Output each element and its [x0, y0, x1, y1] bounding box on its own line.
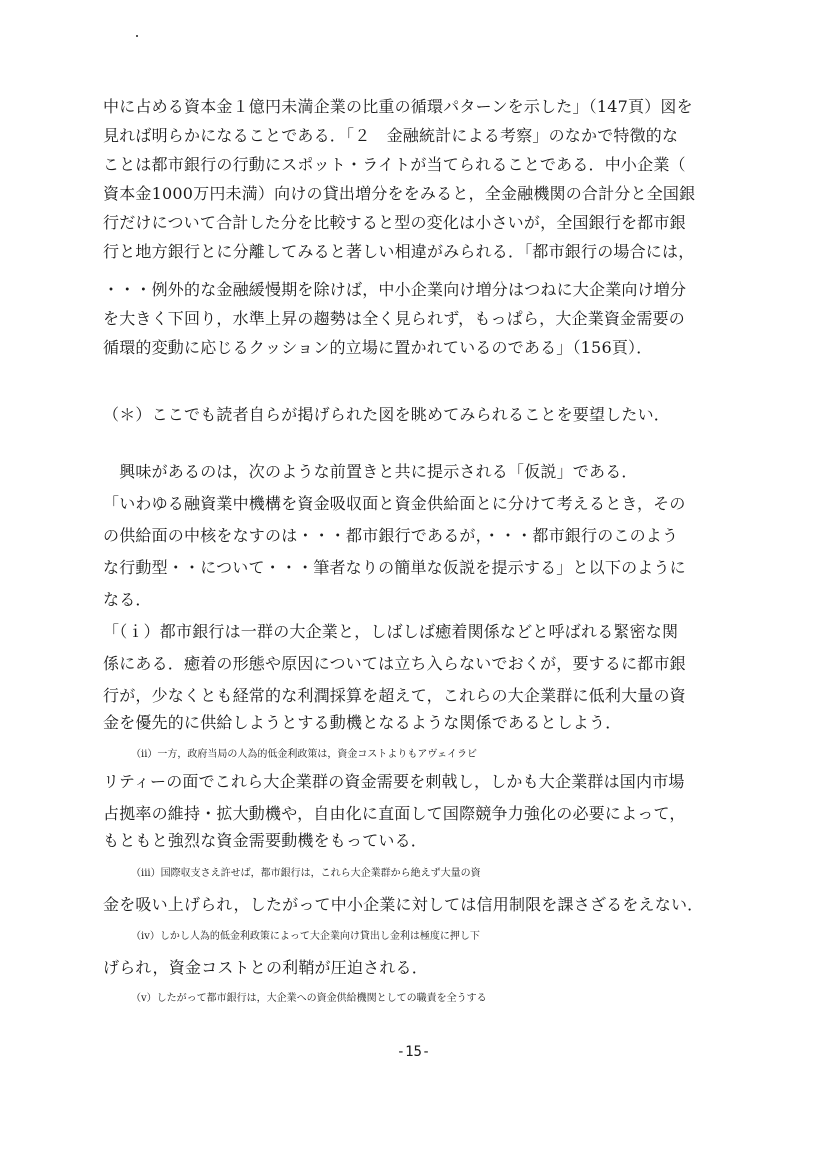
text-line-12: 「いわゆる融資業中機構を資金吸収面と資金供給面とに分けて考えるとき，その — [103, 494, 686, 513]
text-line-1: 中に占める資本金１億円未満企業の比重の循環パターンを示した」（147頁）図を — [103, 97, 693, 116]
scan-speck — [136, 35, 138, 37]
text-line-27: げられ，資金コストとの利鞘が圧迫される． — [103, 958, 428, 977]
text-line-20: （ii）一方，政府当局の人為的低金利政策は，資金コストよりもアヴェイラビ — [131, 749, 477, 760]
text-line-4: 資本金1000万円未満）向けの貸出増分ををみると，全金融機関の合計分と全国銀 — [103, 184, 696, 203]
text-line-22: 占拠率の維持・拡大動機や，自由化に直面して国際競争力強化の必要によって， — [103, 804, 686, 823]
text-line-17: 係にある．癒着の形態や原因については立ち入らないでおくが，要するに都市銀 — [103, 654, 686, 673]
note-line: （＊）ここでも読者自らが掲げられた図を眺めてみられることを要望したい． — [103, 405, 671, 424]
text-line-2: 見れば明らかになることである．「２ 金融統計による考察」のなかで特徴的な — [103, 126, 679, 145]
text-line-7: ・・・例外的な金融緩慢期を除けば，中小企業向け増分はつねに大企業向け増分 — [103, 280, 687, 299]
text-line-13: の供給面の中核をなすのは・・・都市銀行であるが，・・・都市銀行のこのよう — [103, 526, 679, 545]
text-line-18: 行が，少なくとも経常的な利潤採算を超えて，これらの大企業群に低利大量の資 — [103, 686, 686, 705]
text-line-25: 金を吸い上げられ，したがって中小企業に対しては信用制限を課さざるをえない． — [103, 895, 704, 914]
text-line-24: （iii）国際収支さえ許せば，都市銀行は，これら大企業群から絶えず大量の資 — [131, 868, 481, 879]
page-number: -15- — [396, 1044, 431, 1060]
text-line-11: 興味があるのは，次のような前置きと共に提示される「仮説」である． — [103, 462, 638, 481]
text-line-6: 行と地方銀行とに分離してみると著しい相違がみられる．「都市銀行の場合には， — [103, 242, 695, 261]
text-line-15: なる． — [103, 590, 152, 609]
text-line-8: を大きく下回り，水準上昇の趨勢は全く見られず，もっぱら，大企業資金需要の — [103, 309, 685, 328]
text-line-16: 「（ｉ）都市銀行は一群の大企業と，しばしば癒着関係などと呼ばれる緊密な関 — [103, 622, 679, 641]
text-line-26: （iv）しかし人為的低金利政策によって大企業向け貸出し金利は極度に押し下 — [131, 931, 480, 942]
text-line-21: リティーの面でこれら大企業群の資金需要を刺戟し，しかも大企業群は国内市場 — [103, 772, 685, 791]
text-line-9: 循環的変動に応じるクッション的立場に置かれているのである」（156頁）． — [103, 338, 653, 357]
text-line-23: もともと強烈な資金需要動機をもっている． — [103, 831, 428, 850]
text-line-5: 行だけについて合計した分を比較すると型の変化は小さいが，全国銀行を都市銀 — [103, 213, 686, 232]
text-line-3: ことは都市銀行の行動にスポット・ライトが当てられることである．中小企業（ — [103, 155, 686, 174]
text-line-14: な行動型・・について・・・筆者なりの簡単な仮説を提示する」と以下のように — [103, 558, 686, 577]
text-line-19: 金を優先的に供給しようとする動機となるような関係であるとしよう． — [103, 713, 622, 732]
text-line-28: （v）したがって都市銀行は，大企業への資金供給機関としての職責を全うする — [131, 993, 487, 1004]
